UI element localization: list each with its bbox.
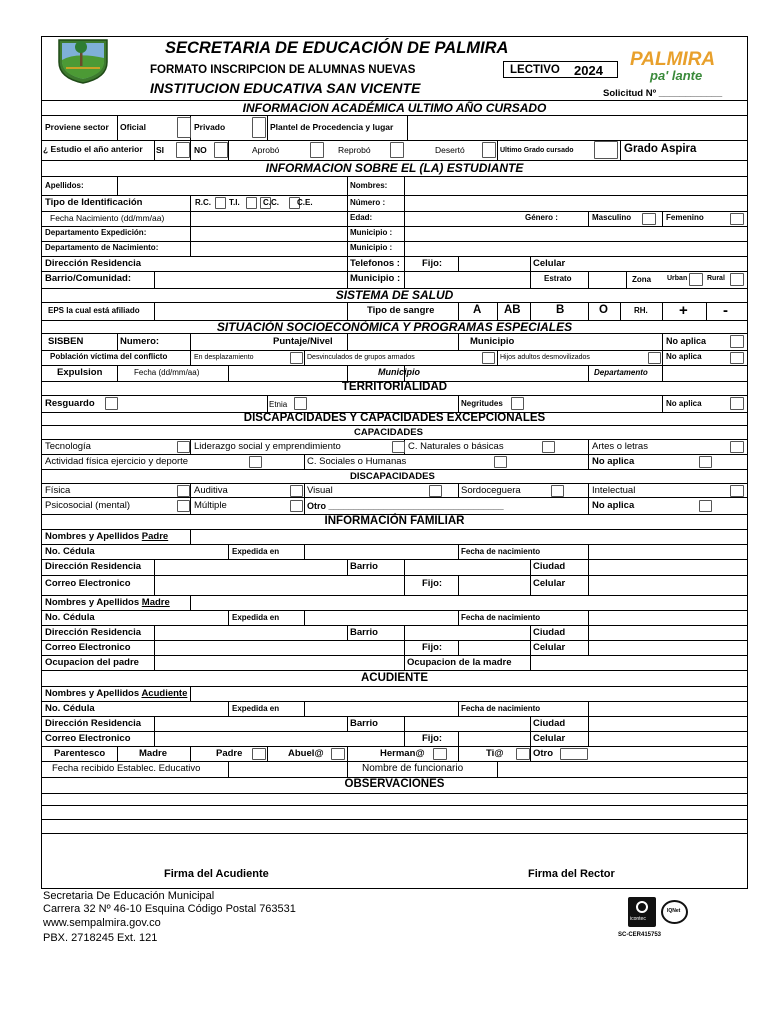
grado-aspira-label: Grado Aspira xyxy=(624,143,697,155)
section-familiar: INFORMACIÓN FAMILIAR xyxy=(324,515,465,527)
discapacidades-label: DISCAPACIDADES xyxy=(350,471,435,482)
sisben-municipio-label: Municipio xyxy=(470,336,515,347)
psicosocial-label: Psicosocial (mental) xyxy=(45,500,130,511)
ocupacion-padre-label: Ocupacion del padre xyxy=(45,657,139,668)
sociales-label: C. Sociales o Humanas xyxy=(307,456,407,467)
fecha-nacimiento-label: Fecha Nacimiento (dd/mm/aa) xyxy=(50,213,165,223)
rc-label: R.C. xyxy=(195,198,211,207)
blood-ab-label: AB xyxy=(504,304,521,316)
parentesco-madre-label: Madre xyxy=(139,748,167,759)
resguardo-label: Resguardo xyxy=(45,398,95,409)
estrato-label: Estrato xyxy=(544,274,572,283)
acudiente-expedida-label: Expedida en xyxy=(232,704,280,713)
iqnet-text: IQNet xyxy=(667,908,681,914)
iqnet-cert-icon xyxy=(661,900,688,924)
victima-conflicto-label: Población víctima del conflicto xyxy=(50,352,168,361)
padre-expedida-label: Expedida en xyxy=(232,547,280,556)
artes-label: Artes o letras xyxy=(592,441,648,452)
padre-cedula-label: No. Cédula xyxy=(45,546,95,557)
zona-label: Zona xyxy=(632,275,652,284)
padre-fijo-label: Fijo: xyxy=(422,578,443,589)
madre-cedula-label: No. Cédula xyxy=(45,612,95,623)
rh-plus-label: + xyxy=(679,302,688,319)
actividad-fisica-label: Actividad física ejercicio y deporte xyxy=(45,456,189,467)
otro-discapacidad-label: Otro ___________________________________ xyxy=(307,501,504,511)
femenino-label: Femenino xyxy=(666,213,704,222)
parentesco-ti-label: Ti@ xyxy=(486,748,504,759)
padre-celular-label: Celular xyxy=(533,578,566,589)
multiple-label: Múltiple xyxy=(194,500,227,511)
madre-expedida-label: Expedida en xyxy=(232,613,280,622)
solicitud-number: Solicitud Nº ____________ xyxy=(603,88,723,99)
acudiente-barrio-label: Barrio xyxy=(350,718,378,729)
icontec-text: icontec xyxy=(630,916,646,922)
parentesco-otro-label: Otro xyxy=(533,748,554,759)
madre-ciudad-label: Ciudad xyxy=(533,627,566,638)
parentesco-herman-label: Herman@ xyxy=(380,748,425,759)
parentesco-label: Parentesco xyxy=(54,748,106,759)
acudiente-cedula-label: No. Cédula xyxy=(45,703,95,714)
madre-celular-label: Celular xyxy=(533,642,566,653)
edad-label: Edad: xyxy=(350,213,373,222)
reprobo-label: Reprobó xyxy=(338,145,371,155)
firma-rector-label: Firma del Rector xyxy=(528,868,615,880)
footer-line-4: PBX. 2718245 Ext. 121 xyxy=(43,932,158,944)
icontec-cert-icon xyxy=(628,897,656,927)
intelectual-label: Intelectual xyxy=(592,485,636,496)
section-salud: SISTEMA DE SALUD xyxy=(335,288,454,302)
footer-line-1: Secretaria De Educación Municipal xyxy=(43,890,215,902)
expulsion-municipio-label: Municipio xyxy=(378,367,420,377)
parentesco-abuel-label: Abuel@ xyxy=(288,748,324,759)
logo-main-text: PALMIRA xyxy=(630,49,716,70)
padre-barrio-label: Barrio xyxy=(350,561,378,572)
madre-nombre-label: Nombres y Apellidos Madre xyxy=(45,597,170,608)
madre-fecha-nac-label: Fecha de nacimiento xyxy=(461,613,541,622)
rural-label: Rural xyxy=(707,275,725,282)
apellidos-label: Apellidos: xyxy=(45,181,84,190)
ultimo-grado-label: Ultimo Grado cursado xyxy=(500,147,574,154)
visual-label: Visual xyxy=(307,485,333,496)
privado-label: Privado xyxy=(194,122,226,132)
expulsion-departamento-label: Departamento xyxy=(594,368,648,377)
acudiente-fijo-label: Fijo: xyxy=(422,733,443,744)
padre-nombre-label: Nombres y Apellidos Padre xyxy=(45,531,169,542)
victima-no-aplica-label: No aplica xyxy=(666,352,702,361)
acudiente-nombre-label: Nombres y Apellidos Acudiente xyxy=(45,688,188,699)
footer-line-2: Carrera 32 Nº 46-10 Esquina Código Postal 763531 xyxy=(43,903,296,915)
tipo-sangre-label: Tipo de sangre xyxy=(367,305,435,316)
territorial-no-aplica-label: No aplica xyxy=(666,399,702,408)
capacidades-no-aplica-label: No aplica xyxy=(592,456,635,467)
logo-sub-text: pa' lante xyxy=(650,68,703,83)
registration-form xyxy=(41,36,748,889)
nombre-funcionario-label: Nombre de funcionario xyxy=(362,763,464,774)
expulsion-label: Expulsion xyxy=(57,367,103,378)
padre-correo-label: Correo Electronico xyxy=(45,578,131,589)
madre-barrio-label: Barrio xyxy=(350,627,378,638)
direccion-residencia-label: Dirección Residencia xyxy=(45,258,142,269)
municipio-exp-label: Municipio : xyxy=(350,228,393,237)
section-acudiente: ACUDIENTE xyxy=(360,672,429,684)
sisben-numero-label: Numero: xyxy=(120,336,160,347)
madre-fijo-label: Fijo: xyxy=(422,642,443,653)
genero-label: Género : xyxy=(525,213,558,222)
urban-label: Urban xyxy=(667,275,688,282)
ce-label: C.E. xyxy=(297,198,313,207)
naturales-label: C. Naturales o básicas xyxy=(408,441,504,452)
lectivo-year: 2024 xyxy=(574,63,603,78)
sisben-label: SISBEN xyxy=(48,336,84,347)
form-subtitle: FORMATO INSCRIPCION DE ALUMNAS NUEVAS xyxy=(150,64,416,76)
celular-label: Celular xyxy=(533,258,566,269)
section-observaciones: OBSERVACIONES xyxy=(344,778,445,790)
auditiva-label: Auditiva xyxy=(194,485,228,496)
blood-a-label: A xyxy=(473,304,482,316)
firma-acudiente-label: Firma del Acudiente xyxy=(164,868,269,880)
section-estudiante: INFORMACION SOBRE EL (LA) ESTUDIANTE xyxy=(265,161,524,175)
section-territorialidad: TERRITORIALIDAD xyxy=(341,381,448,393)
rh-minus-label: - xyxy=(723,302,728,319)
padre-direccion-label: Dirección Residencia xyxy=(45,561,142,572)
acudiente-correo-label: Correo Electronico xyxy=(45,733,131,744)
section-discapacidades: DISCAPACIDADES Y CAPACIDADES EXCEPCIONALES xyxy=(243,412,546,424)
municipio-res-label: Municipio : xyxy=(350,273,401,284)
tecnologia-label: Tecnología xyxy=(45,441,91,452)
padre-ciudad-label: Ciudad xyxy=(533,561,566,572)
numero-label: Número : xyxy=(350,198,386,207)
acudiente-ciudad-label: Ciudad xyxy=(533,718,566,729)
institution-name: INSTITUCION EDUCATIVA SAN VICENTE xyxy=(150,80,421,96)
municipio-nac-label: Municipio : xyxy=(350,243,393,252)
masculino-label: Masculino xyxy=(592,213,632,222)
ti-label: T.I. xyxy=(229,198,240,207)
desplazamiento-label: En desplazamiento xyxy=(194,354,254,361)
si-label: SI xyxy=(156,145,165,155)
deserto-label: Desertó xyxy=(435,145,465,155)
estudio-anterior-label: ¿ Estudio el año anterior xyxy=(43,144,143,154)
eps-label: EPS la cual está afiliado xyxy=(48,306,140,315)
section-socioeconomica: SITUACIÓN SOCIOECONÓMICA Y PROGRAMAS ESPECIALES xyxy=(216,320,573,334)
acudiente-fecha-nac-label: Fecha de nacimiento xyxy=(461,704,541,713)
madre-correo-label: Correo Electronico xyxy=(45,642,131,653)
aprobo-label: Aprobó xyxy=(252,145,280,155)
expulsion-fecha-label: Fecha (dd/mm/aa) xyxy=(134,368,200,377)
no-label: NO xyxy=(194,145,207,155)
etnia-label: Etnia xyxy=(269,400,288,409)
acudiente-direccion-label: Dirección Residencia xyxy=(45,718,142,729)
liderazgo-label: Liderazgo social y emprendimiento xyxy=(194,441,341,452)
ocupacion-madre-label: Ocupacion de la madre xyxy=(407,657,512,668)
capacidades-label: CAPACIDADES xyxy=(354,427,423,438)
hijos-desmovilizados-label: Hijos adultos desmovilizados xyxy=(500,354,590,361)
rh-label: RH. xyxy=(634,306,648,315)
lectivo-label: LECTIVO xyxy=(510,64,560,76)
fecha-recibido-label: Fecha recibido Establec. Educativo xyxy=(52,763,201,774)
puntaje-label: Puntaje/Nivel xyxy=(273,336,333,347)
sisben-no-aplica-label: No aplica xyxy=(666,336,707,346)
footer-line-3: www.sempalmira.gov.co xyxy=(43,917,161,929)
madre-direccion-label: Dirección Residencia xyxy=(45,627,142,638)
fijo-label: Fijo: xyxy=(422,258,443,269)
desvinculados-label: Desvinculados de grupos armados xyxy=(307,354,415,361)
depto-expedicion-label: Departamento Expedición: xyxy=(45,228,147,237)
sordoceguera-label: Sordoceguera xyxy=(461,485,521,496)
cert-code: SC-CER415753 xyxy=(618,932,662,938)
parentesco-padre-label: Padre xyxy=(216,748,243,759)
fisica-label: Física xyxy=(45,485,71,496)
nombres-label: Nombres: xyxy=(350,181,388,190)
blood-b-label: B xyxy=(556,304,565,316)
barrio-comunidad-label: Barrio/Comunidad: xyxy=(45,273,132,284)
negritudes-label: Negritudes xyxy=(461,399,503,408)
tipo-id-label: Tipo de Identificación xyxy=(45,197,143,208)
acudiente-celular-label: Celular xyxy=(533,733,566,744)
oficial-label: Oficial xyxy=(120,122,146,132)
telefonos-label: Telefonos : xyxy=(350,258,400,269)
section-academica: INFORMACION ACADÉMICA ULTIMO AÑO CURSADO xyxy=(242,101,547,115)
padre-fecha-nac-label: Fecha de nacimiento xyxy=(461,547,541,556)
depto-nacimiento-label: Departamento de Nacimiento: xyxy=(45,243,159,252)
blood-o-label: O xyxy=(599,304,608,316)
proviene-sector-label: Proviene sector xyxy=(45,122,109,132)
page-title: SECRETARIA DE EDUCACIÓN DE PALMIRA xyxy=(165,39,509,57)
plantel-label: Plantel de Procedencia y lugar xyxy=(270,122,394,132)
discapacidades-no-aplica-label: No aplica xyxy=(592,500,635,511)
cc-label: C.C. xyxy=(263,198,279,207)
